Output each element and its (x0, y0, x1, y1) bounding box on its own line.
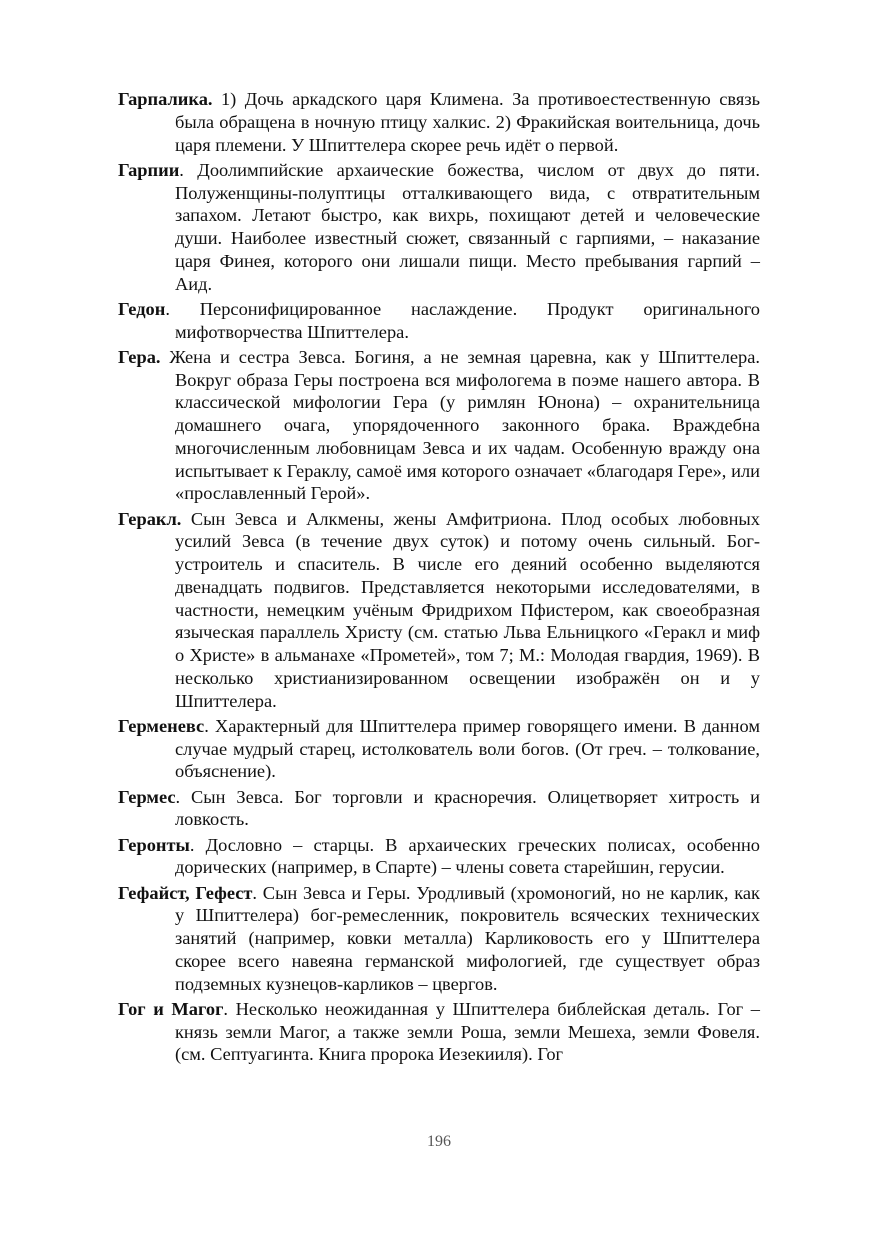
entry-text: Жена и сестра Зевса. Богиня, а не земная царевна, как у Шпиттелера. Вокруг образа Геры построена вся мифологема в поэме нашего автора. В классической мифологии Гера (у римлян Юнона) – охранительница домашнего очага, упорядоченного законного брака. Враждебна многочисленным любовницам Зевса и их чадам. Особенную вражду она испытывает к Гераклу, самоё имя которого означает «благодаря Гере», или «прославленный Герой». (160, 346, 760, 504)
entry-term: Герменевс (118, 715, 205, 736)
glossary-entry-gerakl (118, 508, 760, 713)
entry-text: . Сын Зевса. Бог торговли и красноречия. Олицетворяет хитрость и ловкость. (175, 786, 760, 830)
glossary-entry-gefest (118, 882, 760, 996)
entry-term: Гог и Магог (118, 998, 224, 1019)
entry-text: . Характерный для Шпиттелера пример говорящего имени. В данном случае мудрый старец, истолкователь воли богов. (От греч. – толкование, объяснение). (175, 715, 760, 782)
glossary-entry-germenevs (118, 715, 760, 783)
glossary-page (118, 88, 760, 1069)
entry-term: Геронты (118, 834, 190, 855)
entry-text: . Персонифицированное наслаждение. Продукт оригинального мифотворчества Шпиттелера. (165, 298, 760, 342)
entry-text: . Сын Зевса и Геры. Уродливый (хромоногий, но не карлик, как у Шпиттелера) бог-ремесленник, покровитель всяческих технических занятий (например, ковки металла) Карликовость его у Шпиттелера скорее всего навеяна германской мифологией, где существует образ подземных кузнецов-карликов – цвергов. (175, 882, 760, 994)
entry-term: Гефайст, Гефест (118, 882, 253, 903)
entry-text: . Несколько неожиданная у Шпиттелера библейская деталь. Гог – князь земли Магог, а также земли Роша, земли Мешеха, земли Фовеля. (см. Септуагинта. Книга пророка Иезекииля). Гог (175, 998, 760, 1065)
entry-term: Гедон (118, 298, 166, 319)
entry-text: . Доолимпийские архаические божества, числом от двух до пяти. Полуженщины-полуптицы отталкивающего вида, с отвратительным запахом. Летают быстро, как вихрь, похищают детей и человеческие души. Наиболее известный сюжет, связанный с гарпиями, – наказание царя Финея, которого они лишали пищи. Место пребывания гарпий – Аид. (175, 159, 760, 294)
entry-term: Гермес (118, 786, 176, 807)
entry-term: Гарпии (118, 159, 180, 180)
glossary-entry-garpii (118, 159, 760, 296)
glossary-entry-garpalika (118, 88, 760, 156)
entry-text: 1) Дочь аркадского царя Климена. За противоестественную связь была обращена в ночную птицу халкис. 2) Фракийская воительница, дочь царя племени. У Шпиттелера скорее речь идёт о первой. (175, 89, 760, 155)
glossary-entry-gera (118, 346, 760, 505)
entry-term: Геракл. (118, 508, 182, 529)
glossary-entry-gedon (118, 298, 760, 344)
glossary-entry-geronty (118, 834, 760, 880)
glossary-entry-gog-i-magog (118, 998, 760, 1066)
page-number: 196 (427, 1133, 451, 1150)
entry-term: Гарпалика. (118, 89, 213, 109)
entry-text: Сын Зевса и Алкмены, жены Амфитриона. Плод особых любовных усилий Зевса (в течение двух суток) и потому очень сильный. Бог-устроитель и спаситель. В числе его деяний особенно выделяются двенадцать подвигов. Представляется некоторыми исследователями, в частности, немецким учёным Фридрихом Пфистером, как своеобразная языческая параллель Христу (см. статью Льва Ельницкого «Геракл и миф о Христе» в альманахе «Прометей», том 7; М.: Молодая гвардия, 1969). В несколько христианизированном освещении изображён он и у Шпиттелера. (175, 508, 760, 711)
glossary-entry-germes (118, 786, 760, 832)
entry-term: Гера. (118, 346, 161, 367)
entry-text: . Дословно – старцы. В архаических греческих полисах, особенно дорических (например, в Спарте) – члены совета старейшин, герусии. (175, 834, 760, 878)
